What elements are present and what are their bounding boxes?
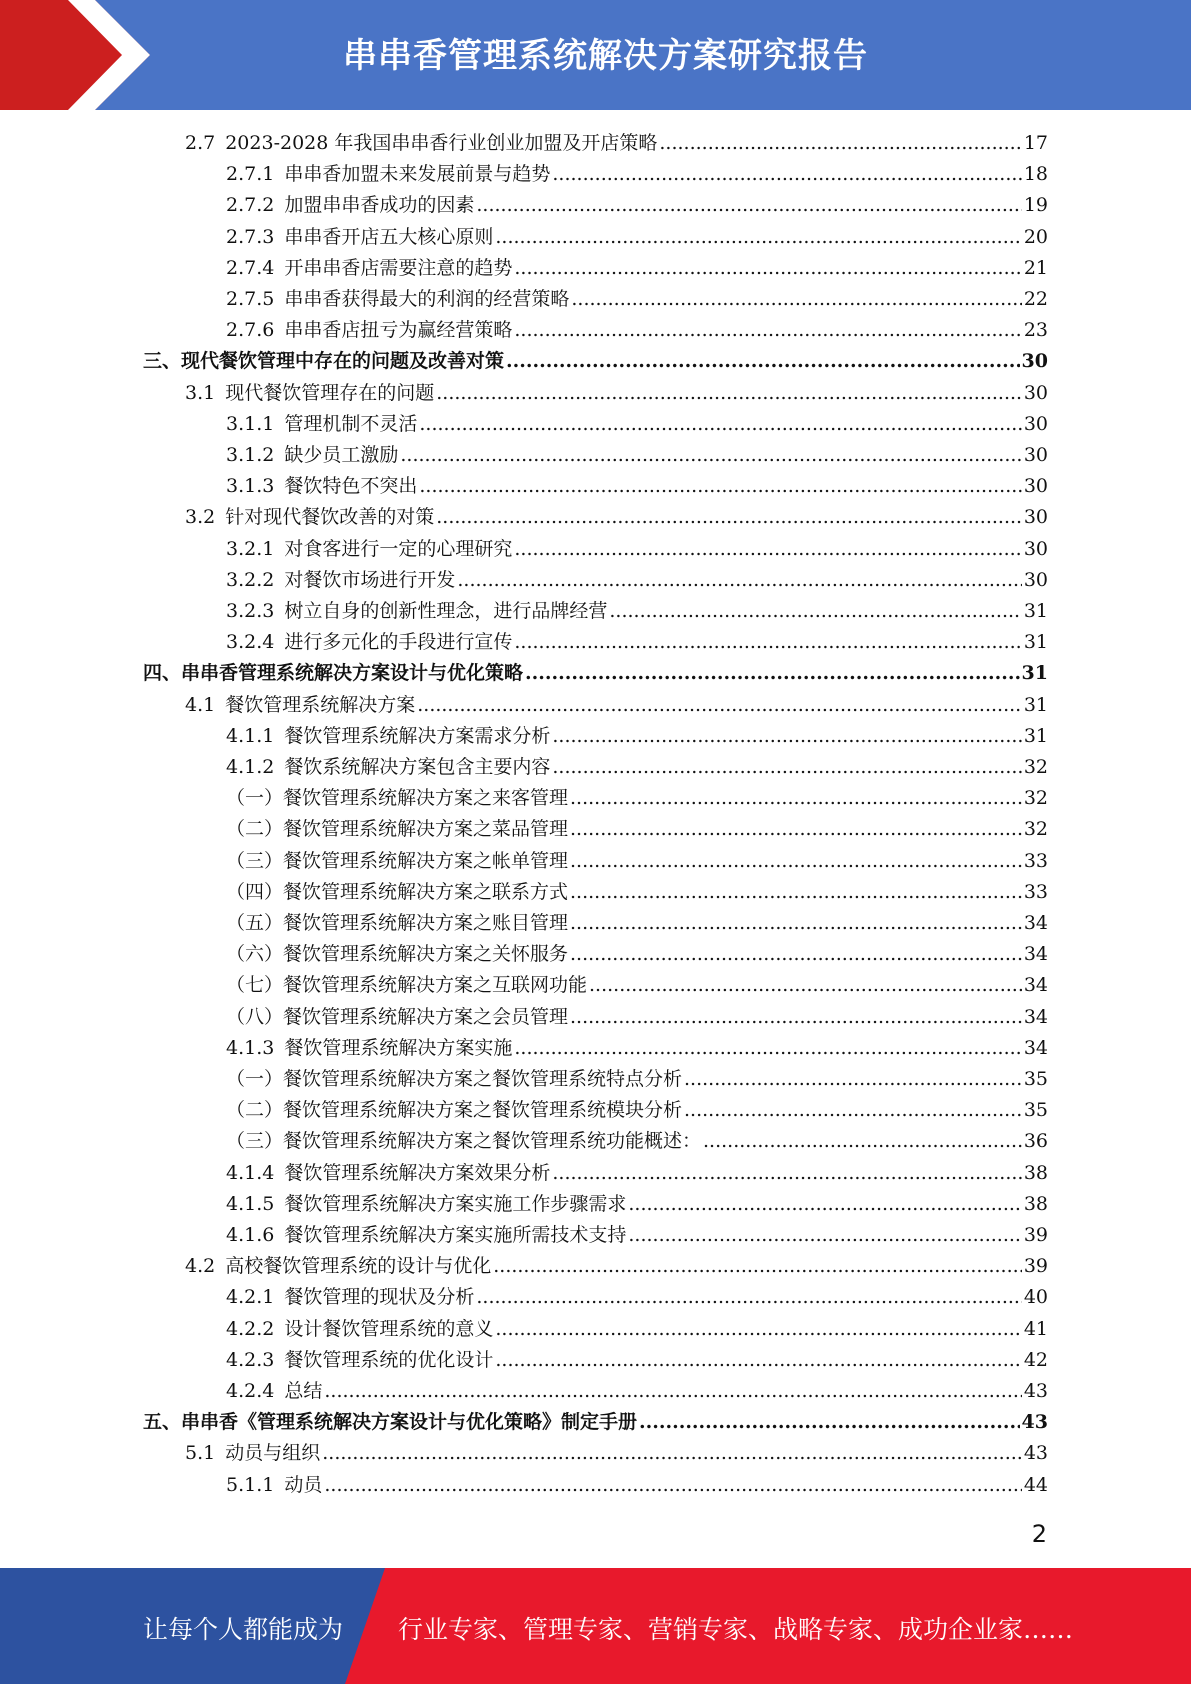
- toc-leader-dots: [628, 1193, 1021, 1215]
- toc-entry[interactable]: [226, 783, 1048, 813]
- toc-leader-dots: [514, 631, 1021, 653]
- toc-entry-text: 树立自身的创新性理念，进行品牌经营: [284, 600, 608, 622]
- toc-entry-text: （七）餐饮管理系统解决方案之互联网功能: [226, 974, 588, 996]
- toc-entry-page: 30: [1021, 350, 1048, 372]
- toc-leader-dots: [419, 413, 1021, 435]
- toc-entry-label: [226, 1220, 626, 1247]
- toc-entry-text: 三、现代餐饮管理中存在的问题及改善对策: [143, 350, 505, 372]
- toc-entry-label: [226, 284, 569, 311]
- toc-entry-label: [226, 1126, 701, 1153]
- toc-leader-dots: [525, 662, 1020, 684]
- toc-entry-page: 30: [1023, 475, 1048, 497]
- toc-entry-text: 餐饮管理系统解决方案实施: [284, 1037, 513, 1059]
- toc-entry-number: 4.1.3: [226, 1037, 275, 1059]
- toc-entry-number: 2.7.3: [226, 226, 275, 248]
- toc-entry-page: 33: [1023, 881, 1048, 903]
- toc-entry[interactable]: [226, 814, 1048, 844]
- toc-entry[interactable]: [226, 1158, 1048, 1188]
- toc-entry-page: 21: [1023, 257, 1048, 279]
- toc-entry-number: 4.2.2: [226, 1318, 275, 1340]
- toc-leader-dots: [552, 756, 1021, 778]
- toc-entry-label: [226, 1470, 322, 1497]
- toc-entry-page: 31: [1023, 694, 1048, 716]
- toc-entry[interactable]: [226, 190, 1048, 220]
- toc-entry-page: 43: [1023, 1442, 1048, 1464]
- toc-entry-number: 3.1.1: [226, 413, 275, 435]
- toc-entry-text: （二）餐饮管理系统解决方案之菜品管理: [226, 818, 569, 840]
- toc-entry-label: [226, 1033, 512, 1060]
- toc-leader-dots: [457, 569, 1021, 591]
- toc-entry-text: 餐饮管理系统的优化设计: [284, 1349, 494, 1371]
- toc-leader-dots: [609, 600, 1021, 622]
- toc-entry-label: [185, 1251, 491, 1278]
- toc-entry[interactable]: [226, 315, 1048, 345]
- toc-entry[interactable]: [226, 471, 1048, 501]
- toc-entry-label: [226, 596, 607, 623]
- toc-entry-text: （六）餐饮管理系统解决方案之关怀服务: [226, 943, 569, 965]
- toc-leader-dots: [552, 725, 1021, 747]
- toc-entry-number: 4.2.4: [226, 1380, 275, 1402]
- toc-entry[interactable]: [185, 1438, 1048, 1468]
- toc-entry-page: 30: [1023, 538, 1048, 560]
- toc-entry-label: [185, 378, 434, 405]
- toc-entry-label: [185, 1438, 320, 1465]
- toc-leader-dots: [552, 1162, 1021, 1184]
- toc-entry-text: （五）餐饮管理系统解决方案之账目管理: [226, 912, 569, 934]
- toc-entry-page: 34: [1023, 1037, 1048, 1059]
- toc-entry-page: 35: [1023, 1068, 1048, 1090]
- toc-entry[interactable]: [226, 534, 1048, 564]
- toc-entry[interactable]: [226, 1033, 1048, 1063]
- toc-leader-dots: [493, 1255, 1022, 1277]
- toc-entry-page: 39: [1023, 1255, 1048, 1277]
- toc-entry[interactable]: [226, 1470, 1048, 1500]
- toc-entry-page: 18: [1023, 163, 1048, 185]
- toc-entry-page: 31: [1023, 725, 1048, 747]
- toc-leader-dots: [628, 1224, 1021, 1246]
- toc-entry-number: 3.1.3: [226, 475, 275, 497]
- toc-entry-text: 缺少员工激励: [284, 444, 399, 466]
- toc-entry[interactable]: [143, 346, 1048, 376]
- toc-entry-text: 餐饮管理系统解决方案: [225, 694, 416, 716]
- toc-entry-number: 4.1.6: [226, 1224, 275, 1246]
- toc-entry[interactable]: [226, 721, 1048, 751]
- toc-entry-number: 3.1: [185, 382, 216, 404]
- toc-entry-label: [226, 440, 398, 467]
- toc-entry-page: 34: [1023, 912, 1048, 934]
- toc-entry[interactable]: [143, 1407, 1048, 1437]
- toc-entry-text: （四）餐饮管理系统解决方案之联系方式: [226, 881, 569, 903]
- toc-entry-page: 30: [1023, 382, 1048, 404]
- toc-entry-number: 4.1: [185, 694, 216, 716]
- toc-leader-dots: [514, 257, 1021, 279]
- toc-entry[interactable]: [226, 846, 1048, 876]
- toc-entry-page: 23: [1023, 319, 1048, 341]
- toc-leader-dots: [570, 912, 1022, 934]
- toc-leader-dots: [400, 444, 1021, 466]
- toc-leader-dots: [552, 163, 1021, 185]
- toc-entry-page: 32: [1023, 787, 1048, 809]
- toc-entry-label: [226, 1002, 568, 1029]
- toc-entry-label: [143, 1407, 637, 1434]
- toc-entry[interactable]: [226, 565, 1048, 595]
- toc-entry-text: （一）餐饮管理系统解决方案之来客管理: [226, 787, 569, 809]
- toc-entry-text: 对餐饮市场进行开发: [284, 569, 456, 591]
- toc-leader-dots: [589, 974, 1022, 996]
- toc-leader-dots: [322, 1442, 1022, 1464]
- toc-entry-label: [226, 970, 587, 997]
- toc-entry-text: 串串香获得最大的利润的经营策略: [284, 288, 570, 310]
- toc-leader-dots: [419, 475, 1021, 497]
- toc-entry-page: 33: [1023, 850, 1048, 872]
- toc-entry-label: [226, 1064, 682, 1091]
- page-number: 2: [1031, 1520, 1047, 1548]
- toc-entry-page: 19: [1023, 194, 1048, 216]
- toc-entry-text: 五、串串香《管理系统解决方案设计与优化策略》制定手册: [143, 1411, 638, 1433]
- toc-entry-number: 2.7.4: [226, 257, 275, 279]
- toc-entry-text: 餐饮管理系统解决方案需求分析: [284, 725, 551, 747]
- toc-leader-dots: [570, 881, 1022, 903]
- toc-entry-page: 36: [1023, 1130, 1048, 1152]
- toc-entry-number: 4.1.4: [226, 1162, 275, 1184]
- toc-entry-text: 串串香加盟未来发展前景与趋势: [284, 163, 551, 185]
- toc-leader-dots: [417, 694, 1022, 716]
- toc-entry-page: 39: [1023, 1224, 1048, 1246]
- toc-entry-label: [226, 1345, 493, 1372]
- toc-entry-text: 高校餐饮管理系统的设计与优化: [225, 1255, 492, 1277]
- toc-entry[interactable]: [226, 1095, 1048, 1125]
- toc-leader-dots: [476, 1286, 1021, 1308]
- toc-entry-text: 动员与组织: [225, 1442, 321, 1464]
- toc-leader-dots: [495, 1349, 1021, 1371]
- toc-entry-page: 34: [1023, 943, 1048, 965]
- report-title: 串串香管理系统解决方案研究报告: [343, 36, 868, 76]
- toc-leader-dots: [436, 506, 1022, 528]
- toc-entry-number: 3.2.2: [226, 569, 275, 591]
- toc-entry[interactable]: [226, 284, 1048, 314]
- toc-entry[interactable]: [226, 1376, 1048, 1406]
- toc-leader-dots: [659, 132, 1021, 154]
- toc-entry-label: [185, 128, 657, 155]
- toc-entry-text: 针对现代餐饮改善的对策: [225, 506, 435, 528]
- toc-entry[interactable]: [226, 1064, 1048, 1094]
- toc-entry[interactable]: [226, 222, 1048, 252]
- toc-entry-text: （二）餐饮管理系统解决方案之餐饮管理系统模块分析: [226, 1099, 683, 1121]
- toc-entry[interactable]: [226, 752, 1048, 782]
- toc-entry-number: 4.1.2: [226, 756, 275, 778]
- toc-entry-text: 餐饮管理系统解决方案效果分析: [284, 1162, 551, 1184]
- toc-entry[interactable]: [226, 908, 1048, 938]
- toc-entry-number: 3.2.3: [226, 600, 275, 622]
- toc-entry-number: 4.2: [185, 1255, 216, 1277]
- toc-leader-dots: [514, 319, 1021, 341]
- toc-entry-text: 现代餐饮管理存在的问题: [225, 382, 435, 404]
- toc-entry-page: 30: [1023, 444, 1048, 466]
- toc-entry[interactable]: [226, 1345, 1048, 1375]
- toc-entry-text: 餐饮特色不突出: [284, 475, 418, 497]
- toc-leader-dots: [495, 1318, 1021, 1340]
- toc-entry-page: 17: [1023, 132, 1048, 154]
- toc-entry-label: [226, 1282, 474, 1309]
- page-header: [0, 0, 1191, 110]
- toc-leader-dots: [639, 1411, 1020, 1433]
- toc-entry-text: 进行多元化的手段进行宣传: [284, 631, 513, 653]
- toc-entry[interactable]: [185, 502, 1048, 532]
- toc-entry-number: 3.2.1: [226, 538, 275, 560]
- toc-entry-text: 餐饮系统解决方案包含主要内容: [284, 756, 551, 778]
- toc-entry-text: 对食客进行一定的心理研究: [284, 538, 513, 560]
- toc-entry-label: [226, 1158, 550, 1185]
- toc-entry-text: 加盟串串香成功的因素: [284, 194, 475, 216]
- toc-entry-number: 4.1.5: [226, 1193, 275, 1215]
- toc-entry-number: 4.2.3: [226, 1349, 275, 1371]
- toc-entry[interactable]: [226, 1220, 1048, 1250]
- toc-entry[interactable]: [226, 1314, 1048, 1344]
- toc-entry-label: [185, 502, 434, 529]
- toc-leader-dots: [514, 538, 1021, 560]
- toc-entry-label: [226, 939, 568, 966]
- toc-leader-dots: [514, 1037, 1021, 1059]
- toc-entry-text: （八）餐饮管理系统解决方案之会员管理: [226, 1006, 569, 1028]
- toc-entry-page: 43: [1021, 1411, 1048, 1433]
- toc-entry-label: [226, 752, 550, 779]
- footer-slogan-left: 让每个人都能成为: [143, 1615, 344, 1644]
- toc-entry-text: 开串串香店需要注意的趋势: [284, 257, 513, 279]
- toc-entry-number: 5.1.1: [226, 1474, 275, 1496]
- footer-slogan-right: 行业专家、管理专家、营销专家、战略专家、成功企业家……: [398, 1615, 1074, 1644]
- toc-leader-dots: [324, 1474, 1021, 1496]
- toc-entry-number: 2.7: [185, 132, 216, 154]
- toc-entry-label: [226, 253, 512, 280]
- toc-entry-number: 3.2.4: [226, 631, 275, 653]
- toc-entry-page: 30: [1023, 569, 1048, 591]
- toc-entry[interactable]: [226, 409, 1048, 439]
- toc-entry-label: [226, 1314, 493, 1341]
- toc-leader-dots: [684, 1099, 1022, 1121]
- toc-entry-label: [226, 159, 550, 186]
- toc-entry-label: [226, 315, 512, 342]
- toc-leader-dots: [570, 818, 1022, 840]
- toc-entry-label: [226, 471, 417, 498]
- toc-entry[interactable]: [226, 253, 1048, 283]
- toc-leader-dots: [324, 1380, 1021, 1402]
- toc-entry-label: [226, 409, 417, 436]
- toc-entry-label: [226, 721, 550, 748]
- toc-entry-label: [226, 565, 455, 592]
- toc-entry-text: 管理机制不灵活: [284, 413, 418, 435]
- toc-entry-number: 2.7.2: [226, 194, 275, 216]
- toc-entry-label: [226, 783, 568, 810]
- toc-entry-page: 31: [1021, 662, 1048, 684]
- toc-leader-dots: [476, 194, 1021, 216]
- toc-entry-page: 42: [1023, 1349, 1048, 1371]
- toc-entry-text: 动员: [284, 1474, 323, 1496]
- toc-entry-page: 35: [1023, 1099, 1048, 1121]
- toc-entry-label: [226, 814, 568, 841]
- toc-entry[interactable]: [185, 1251, 1048, 1281]
- toc-entry-label: [226, 190, 474, 217]
- toc-entry-label: [226, 877, 568, 904]
- toc-entry-number: 2.7.6: [226, 319, 275, 341]
- toc-entry-page: 40: [1023, 1286, 1048, 1308]
- toc-entry-number: 3.2: [185, 506, 216, 528]
- toc-leader-dots: [684, 1068, 1022, 1090]
- toc-entry-label: [143, 346, 504, 373]
- toc-entry-label: [226, 1376, 322, 1403]
- toc-entry-text: 餐饮管理系统解决方案实施所需技术支持: [284, 1224, 627, 1246]
- toc-leader-dots: [703, 1130, 1022, 1152]
- toc-entry[interactable]: [185, 378, 1048, 408]
- toc-entry[interactable]: [226, 939, 1048, 969]
- toc-entry-page: 34: [1023, 1006, 1048, 1028]
- toc-entry-text: （三）餐饮管理系统解决方案之餐饮管理系统功能概述：: [226, 1130, 702, 1152]
- toc-entry-label: [226, 534, 512, 561]
- toc-entry-number: 3.1.2: [226, 444, 275, 466]
- toc-entry-text: 2023-2028 年我国串串香行业创业加盟及开店策略: [225, 132, 658, 154]
- toc-leader-dots: [570, 850, 1022, 872]
- toc-entry-label: [185, 690, 415, 717]
- toc-entry-page: 20: [1023, 226, 1048, 248]
- toc-entry-text: 四、串串香管理系统解决方案设计与优化策略: [143, 662, 524, 684]
- toc-entry-number: 5.1: [185, 1442, 216, 1464]
- toc-entry-number: 4.1.1: [226, 725, 275, 747]
- toc-entry-label: [226, 1189, 626, 1216]
- toc-entry-label: [226, 1095, 682, 1122]
- toc-entry-page: 34: [1023, 974, 1048, 996]
- toc-entry[interactable]: [226, 1126, 1048, 1156]
- toc-entry-page: 32: [1023, 756, 1048, 778]
- toc-entry-label: [226, 222, 493, 249]
- toc-entry-label: [226, 908, 568, 935]
- toc-entry-text: 总结: [284, 1380, 323, 1402]
- page-footer: [0, 1568, 1191, 1684]
- toc-entry-label: [226, 846, 568, 873]
- toc-entry-label: [143, 658, 523, 685]
- toc-entry[interactable]: [226, 970, 1048, 1000]
- toc-entry-text: 餐饮管理的现状及分析: [284, 1286, 475, 1308]
- toc-leader-dots: [506, 350, 1020, 372]
- toc-entry[interactable]: [226, 1189, 1048, 1219]
- toc-entry-text: 餐饮管理系统解决方案实施工作步骤需求: [284, 1193, 627, 1215]
- toc-entry-label: [226, 627, 512, 654]
- toc-entry-page: 22: [1023, 288, 1048, 310]
- toc-entry-text: 串串香店扭亏为赢经营策略: [284, 319, 513, 341]
- toc-entry-page: 31: [1023, 631, 1048, 653]
- toc-entry-page: 38: [1023, 1162, 1048, 1184]
- toc-entry[interactable]: [226, 440, 1048, 470]
- toc-entry-page: 32: [1023, 818, 1048, 840]
- toc-entry[interactable]: [143, 658, 1048, 688]
- toc-entry-text: （三）餐饮管理系统解决方案之帐单管理: [226, 850, 569, 872]
- toc-entry-page: 30: [1023, 506, 1048, 528]
- toc-entry[interactable]: [185, 690, 1048, 720]
- toc-entry[interactable]: [185, 128, 1048, 158]
- toc-entry[interactable]: [226, 1002, 1048, 1032]
- toc-entry-number: 2.7.5: [226, 288, 275, 310]
- toc-entry[interactable]: [226, 159, 1048, 189]
- toc-entry-number: 4.2.1: [226, 1286, 275, 1308]
- toc-entry[interactable]: [226, 1282, 1048, 1312]
- toc-entry-page: 38: [1023, 1193, 1048, 1215]
- toc-leader-dots: [570, 1006, 1022, 1028]
- toc-entry[interactable]: [226, 877, 1048, 907]
- toc-entry[interactable]: [226, 596, 1048, 626]
- toc-leader-dots: [436, 382, 1022, 404]
- toc-leader-dots: [570, 787, 1022, 809]
- toc-entry-page: 31: [1023, 600, 1048, 622]
- toc-entry-text: 设计餐饮管理系统的意义: [284, 1318, 494, 1340]
- toc-leader-dots: [570, 943, 1022, 965]
- toc-entry-text: 串串香开店五大核心原则: [284, 226, 494, 248]
- toc-leader-dots: [571, 288, 1021, 310]
- toc-entry-number: 2.7.1: [226, 163, 275, 185]
- toc-leader-dots: [495, 226, 1021, 248]
- toc-entry-text: （一）餐饮管理系统解决方案之餐饮管理系统特点分析: [226, 1068, 683, 1090]
- toc-entry-page: 44: [1023, 1474, 1048, 1496]
- toc-entry-page: 30: [1023, 413, 1048, 435]
- toc-entry-page: 43: [1023, 1380, 1048, 1402]
- toc-entry-page: 41: [1023, 1318, 1048, 1340]
- toc-entry[interactable]: [226, 627, 1048, 657]
